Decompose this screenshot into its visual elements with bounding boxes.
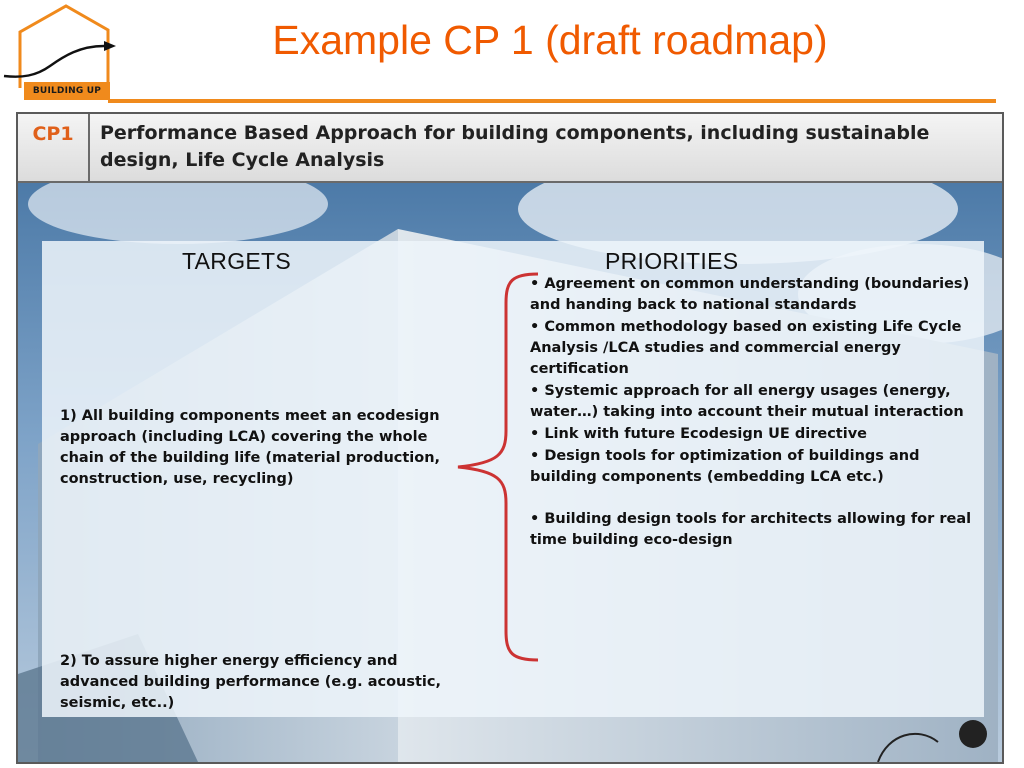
slide-title: Example CP 1 (draft roadmap): [272, 17, 828, 63]
main-panel: [16, 112, 1004, 764]
priorities-heading: PRIORITIES: [605, 248, 739, 274]
roadmap-header: [18, 114, 1002, 183]
priority-item-5: • Design tools for optimization of buildings and building components (embedding LCA etc.): [530, 448, 920, 485]
content-card: [42, 241, 984, 717]
targets-heading: TARGETS: [182, 248, 292, 274]
cp-code-label: CP1: [18, 114, 90, 181]
priority-item-1: • Agreement on common understanding (boundaries) and handing back to national standards: [530, 276, 970, 313]
building-up-logo: [2, 2, 120, 104]
target-item-2: 2) To assure higher energy efficiency and advanced building performance (e.g. acoustic, seismic, etc..): [60, 653, 442, 711]
priority-item-3: • Systemic approach for all energy usages (energy, water…) taking into account their mutual interaction: [530, 383, 964, 420]
priority-item-2: • Common methodology based on existing Life Cycle Analysis /LCA studies and commercial energy certification: [530, 319, 962, 377]
cp-description: Performance Based Approach for building components, including sustainable design, Life Cycle Analysis: [100, 122, 930, 171]
target-item-1: 1) All building components meet an ecodesign approach (including LCA) covering the whole chain of the building life (material production, construction, use, recycling): [60, 408, 441, 487]
priority-item-6: • Building design tools for architects allowing for real time building eco-design: [530, 511, 972, 548]
title-divider: [108, 99, 996, 103]
priorities-list: [530, 274, 980, 552]
logo-text: BUILDING UP: [24, 82, 110, 100]
priority-item-4: • Link with future Ecodesign UE directive: [530, 426, 867, 442]
